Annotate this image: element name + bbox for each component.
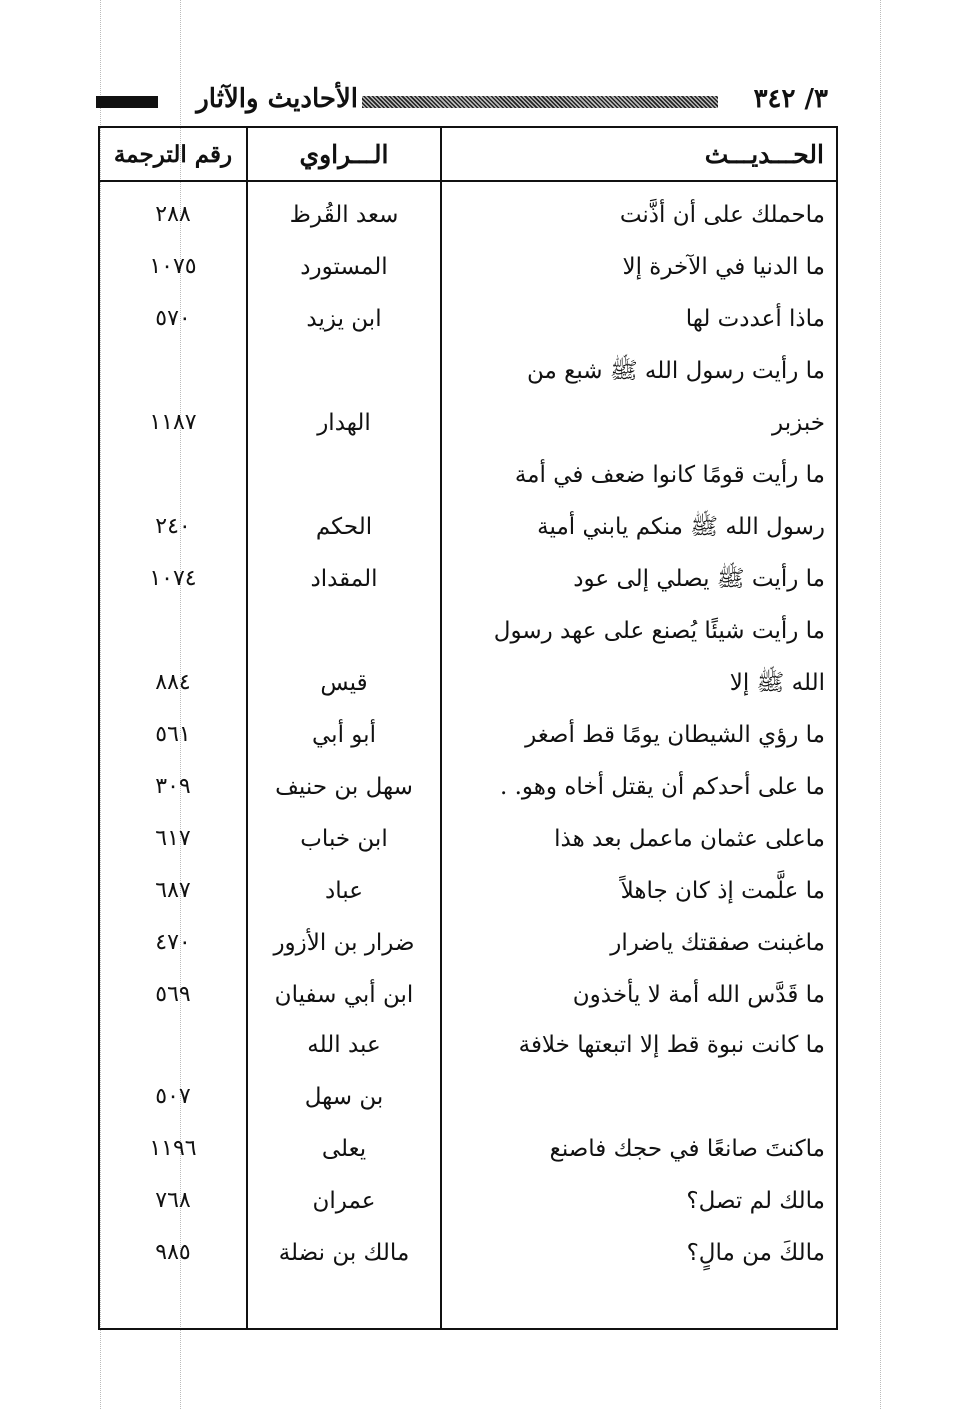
entry-number: ٥٦٩	[155, 982, 191, 1007]
header-ornament-bar	[362, 96, 718, 108]
entry-number: ١٠٧٤	[149, 566, 197, 591]
narrator-name: المستورد	[300, 254, 388, 280]
narrator-name: عبد الله	[307, 1032, 381, 1058]
entry-number: ٥٦١	[155, 722, 191, 747]
entry-number: ١١٨٧	[149, 410, 197, 435]
column-divider	[440, 126, 442, 1330]
entry-number: ٩٨٥	[155, 1240, 191, 1265]
hadith-text: رسول الله ﷺ منكم يابني أمية	[537, 514, 825, 540]
hadith-text: ما الدنيا في الآخرة إلا	[622, 254, 825, 280]
narrator-name: سهل بن حنيف	[275, 774, 413, 800]
hadith-text: ماحملك على أن أذَّنت	[619, 202, 825, 228]
narrator-name: قيس	[320, 670, 368, 696]
hadith-text: ما رأيت قومًا كانوا ضعف في أمة	[514, 462, 825, 488]
narrator-name: المقداد	[310, 566, 378, 592]
entry-number: ٦١٧	[155, 826, 191, 851]
hadith-text: ما رأيت رسول الله ﷺ شبع من	[526, 358, 825, 384]
narrator-name: بن سهل	[304, 1084, 384, 1110]
scan-guide-line	[880, 0, 881, 1409]
entry-number: ٢٤٠	[155, 514, 191, 539]
hadith-text: ما كانت نبوة قط إلا اتبعتها خلافة	[518, 1032, 825, 1058]
entry-number: ٥٧٠	[155, 306, 191, 331]
narrator-name: ضرار بن الأزور	[273, 930, 415, 956]
entry-number: ٤٧٠	[155, 930, 191, 955]
hadith-text: ماغبنت صفقتك ياضرار	[610, 930, 825, 956]
hadith-text: مالك لم تصل؟	[686, 1188, 825, 1214]
narrator-name: يعلى	[321, 1136, 367, 1162]
hadith-text: ما على أحدكم أن يقتل أخاه وهو. .	[499, 774, 825, 800]
column-header-narrator: الـــراوي	[299, 140, 389, 169]
entry-number: ٧٦٨	[155, 1188, 191, 1213]
hadith-text: ما رأيت شيئًا يُصنع على عهد رسول	[493, 618, 825, 644]
running-header	[96, 86, 838, 116]
page-reference: ٣/ ٣٤٢	[753, 84, 828, 114]
header-divider	[98, 180, 838, 182]
narrator-name: الهدار	[317, 410, 371, 436]
entry-number: ٢٨٨	[155, 202, 191, 227]
column-header-hadith: الحـــديـــث	[704, 140, 824, 169]
entry-number: ٥٠٧	[155, 1084, 191, 1109]
hadith-text: ما قَدَّس الله أمة لا يأخذون	[572, 982, 825, 1008]
header-solid-bar	[96, 96, 158, 108]
narrator-name: ابن أبي سفيان	[274, 982, 414, 1008]
entry-number: ٦٨٧	[155, 878, 191, 903]
entry-number: ٣٠٩	[155, 774, 191, 799]
hadith-text: ماعلى عثمان ماعمل بعد هذا	[554, 826, 825, 852]
hadith-text: ما علَّمت إذ كان جاهلاً	[620, 878, 825, 904]
hadith-text: مالكَ من مالٍ؟	[686, 1240, 825, 1266]
narrator-name: عباد	[325, 878, 363, 904]
hadith-text: الله ﷺ إلا	[729, 670, 825, 696]
hadith-text: ماذا أعددت لها	[685, 306, 825, 332]
narrator-name: الحكم	[315, 514, 373, 540]
entry-number: ٨٨٤	[155, 670, 191, 695]
narrator-name: ابن يزيد	[306, 306, 382, 332]
hadith-text: ماكنتَ صانعًا في حجك فاصنع	[549, 1136, 825, 1162]
narrator-name: أبو أبي	[312, 722, 376, 748]
narrator-name: سعد القُرظ	[289, 202, 399, 228]
entry-number: ١١٩٦	[149, 1136, 197, 1161]
narrator-name: ابن خباب	[300, 826, 388, 852]
narrator-name: مالك بن نضلة	[278, 1240, 410, 1266]
hadith-text: خبزبر	[772, 410, 825, 436]
entry-number: ١٠٧٥	[149, 254, 197, 279]
hadith-text: ما رأيت ﷺ يصلي إلى عود	[573, 566, 825, 592]
header-title: الأحاديث والآثار	[196, 84, 358, 114]
column-header-entry-number: رقم الترجمة	[113, 141, 233, 168]
narrator-name: عمران	[312, 1188, 376, 1214]
hadith-text: ما رؤي الشيطان يومًا قط أصغر	[525, 722, 825, 748]
